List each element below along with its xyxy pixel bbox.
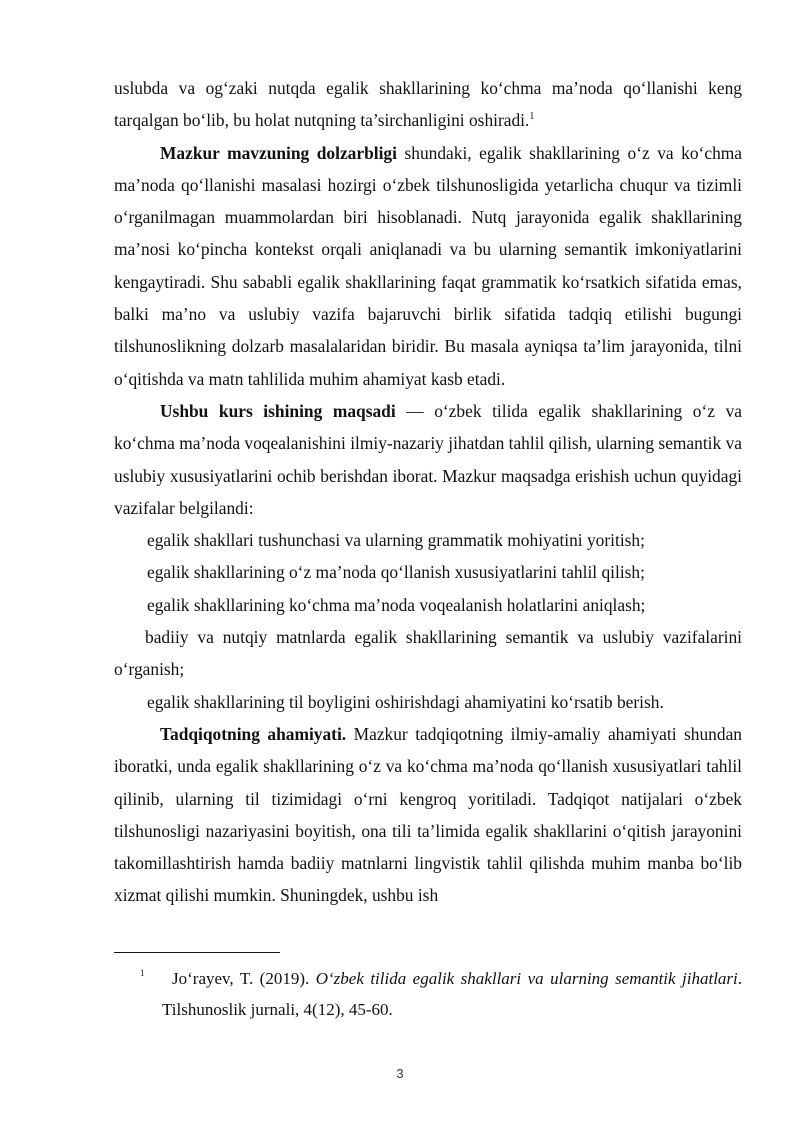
footnote-number: 1	[140, 968, 145, 978]
task-item: egalik shakllarining til boyligini oshirishdagi ahamiyatini ko‘rsatib berish.	[147, 691, 664, 712]
paragraph-continuation: uslubda va og‘zaki nutqda egalik shakllarining ko‘chma ma’noda qo‘llanishi keng tarqalgan bo‘lib, bu holat nutqning ta’sirchanligini oshiradi.$^1$	[114, 78, 742, 131]
task-item: egalik shakllarining o‘z ma’noda qo‘llanish xususiyatlarini tahlil qilish;	[147, 562, 645, 583]
page-number: 3	[396, 1066, 404, 1081]
goal-heading: Ushbu kurs ishining maqsadi	[160, 400, 396, 421]
paragraph-relevance: Mazkur mavzuning dolzarbligi shundaki, egalik shakllarining o‘z va ko‘chma ma’noda qo‘llanishi masalasi hozirgi o‘zbek tilshunosligida yetarlicha chuqur va tizimli o‘rganilmagan muammolardan biri hisoblanadi. Nutq jarayonida egalik shakllarining ma’nosi ko‘pincha kontekst orqali aniqlanadi va bu ularning semantik imkoniyatlarini kengaytiradi. Shu sababli egalik shakllarining faqat grammatik ko‘rsatkich sifatida emas, balki ma’no va uslubiy vazifa bajaruvchi birlik sifatida tadqiq etilishi bugungi tilshunoslikning dolzarb masalalaridan biridir. Bu masala ayniqsa ta’lim jarayonida, tilni o‘qitishda va matn tahlilida muhim ahamiyat kasb etadi.	[114, 142, 743, 389]
footnote-text: Jo‘rayev, T. (2019). O‘zbek tilida egalik shakllari va ularning semantik jihatlari. Tilshunoslik jurnali, 4(12), 45-60.	[162, 969, 743, 1019]
footnote-separator	[114, 952, 280, 953]
paragraph-significance: Tadqiqotning ahamiyati. Mazkur tadqiqotning ilmiy-amaliy ahamiyati shundan iboratki, unda egalik shakllarining o‘z va ko‘chma ma’noda qo‘llanish xususiyatlari tahlil qilinib, ularning til tizimidagi o‘rni kengroq yoritiladi. Tadqiqot natijalari o‘zbek tilshunosligi nazariyasini boyitish, ona tili ta’limida egalik shakllarini o‘qitish jarayonini takomillashtirish hamda badiiy matnlarni lingvistik tahlil qilishda muhim manba bo‘lib xizmat qilishi mumkin. Shuningdek, ushbu ish	[114, 723, 742, 906]
paragraph-goal: Ushbu kurs ishining maqsadi — o‘zbek tilida egalik shakllarining o‘z va ko‘chma ma’noda voqealanishini ilmiy-nazariy jihatdan tahlil qilish, ularning semantik va uslubiy xususiyatlarini ochib berishdan iborat. Mazkur maqsadga erishish uchun quyidagi vazifalar belgilandi:	[114, 400, 742, 518]
task-item: egalik shakllarining ko‘chma ma’noda voqealanish holatlarini aniqlash;	[147, 594, 646, 615]
significance-heading: Tadqiqotning ahamiyati.	[160, 723, 347, 744]
footnote-reference[interactable]: 1	[529, 111, 535, 123]
task-item: badiiy va nutqiy matnlarda egalik shakllarining semantik va uslubiy vazifalarini o‘rganish;	[114, 627, 742, 680]
footnote-title: O‘zbek tilida egalik shakllari va ularning semantik jihatlari	[315, 969, 738, 988]
relevance-heading: Mazkur mavzuning dolzarbligi	[160, 142, 397, 163]
footnote	[114, 963, 742, 1025]
task-item: egalik shakllari tushunchasi va ularning grammatik mohiyatini yoritish;	[147, 530, 645, 551]
main-text	[114, 72, 742, 912]
